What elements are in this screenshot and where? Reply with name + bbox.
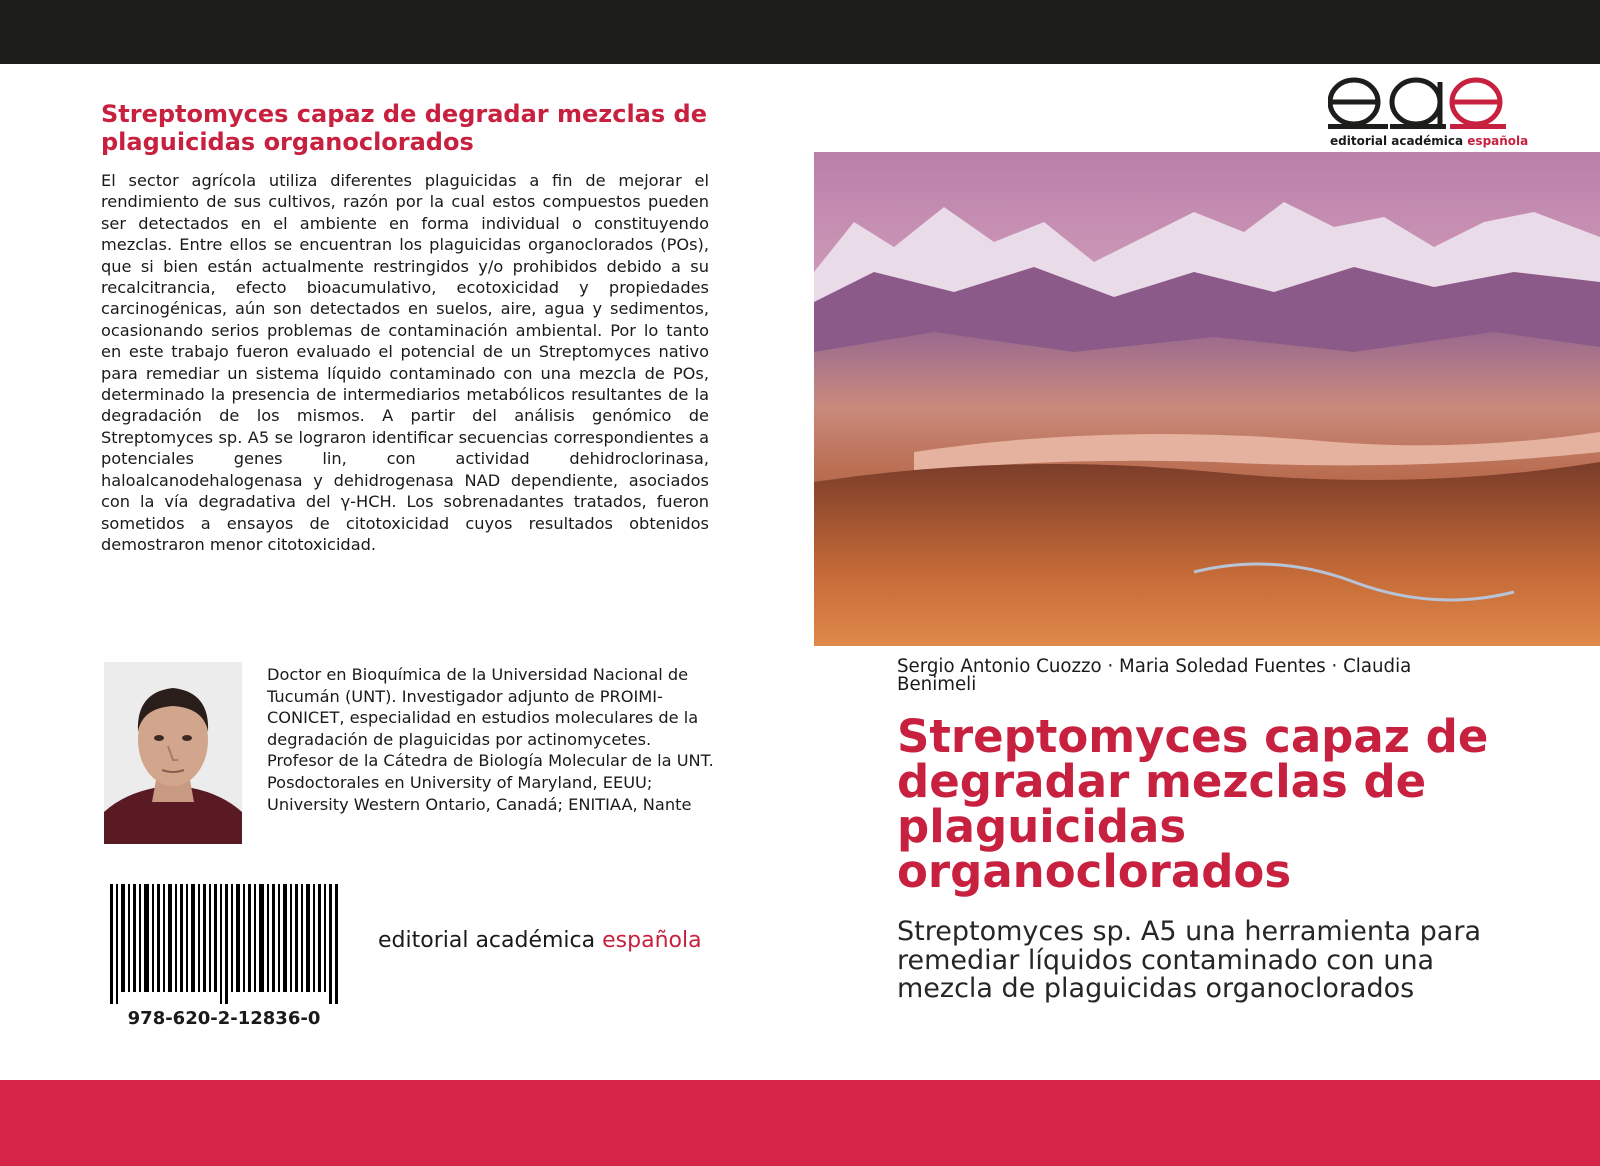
author-bio: Doctor en Bioquímica de la Universidad Nacional de Tucumán (UNT). Investigador adjunto de PROIMI-CONICET, especialidad en estudios moleculares de la degradación de plaguicidas por actinomycetes. Profesor de la Cátedra de Biología Molecular de la UNT. Posdoctorales en University of Maryland, EEUU; University Western Ontario, Canadá; ENITIAA, Nante (267, 665, 714, 814)
bottom-band (0, 1080, 1600, 1166)
isbn: 978-620-2-12836-0 (127, 1008, 321, 1029)
front-cover-subtitle: Streptomyces sp. A5 una herramienta para remediar líquidos contaminado con una mezcla de plaguicidas organoclorados (897, 916, 1481, 1004)
author-portrait-illustration (104, 662, 242, 844)
author-photo (104, 662, 242, 844)
imprint-accent: española (602, 928, 702, 953)
back-cover-blurb: El sector agrícola utiliza diferentes plaguicidas a fin de mejorar el rendimiento de sus cultivos, razón por la cual estos compuestos pueden ser detectados en el ambiente en forma individual o constituyendo mezclas. Entre ellos se encuentran los plaguicidas organoclorados (POs), que si bien están actualmente restringidos y/o prohibidos debido a su recalcitrancia, efecto bioacumulativo, ecotoxicidad y propiedades carcinogénicas, aún son detectados en suelos, aire, agua y sedimentos, ocasionando serios problemas de contaminación ambiental. Por lo tanto en este trabajo fueron evaluado el potencial de un Streptomyces nativo para remediar un sistema líquido contaminado con una mezcla de POs, determinado la presencia de intermediarios metabólicos resultantes de la degradación de los mismos. A partir del análisis genómico de Streptomyces sp. A5 se lograron identificar secuencias correspondientes a potenciales genes lin, con actividad dehidroclorinasa, haloalcanodehalogenasa y dehidrogenasa NAD dependiente, asociados con la vía degradativa del γ-HCH. Los sobrenadantes tratados, fueron sometidos a ensayos de citotoxicidad cuyos resultados obtenidos demostraron menor citotoxicidad. (101, 171, 709, 554)
back-cover-title: Streptomyces capaz de degradar mezclas de plaguicidas organoclorados (101, 100, 707, 156)
logo-text (1330, 134, 1528, 148)
barcode (110, 884, 338, 1004)
logo-text-main: editorial académica (1330, 134, 1468, 148)
authors: Sergio Antonio Cuozzo · Maria Soledad Fuentes · Claudia Benimeli (897, 656, 1412, 695)
top-band (0, 0, 1600, 64)
cover-landscape-photo (814, 152, 1600, 646)
back-imprint (378, 928, 702, 953)
front-cover-title: Streptomyces capaz de degradar mezclas de plaguicidas organoclorados (897, 710, 1489, 898)
imprint-main: editorial académica (378, 928, 603, 953)
logo-text-accent: española (1467, 134, 1529, 148)
